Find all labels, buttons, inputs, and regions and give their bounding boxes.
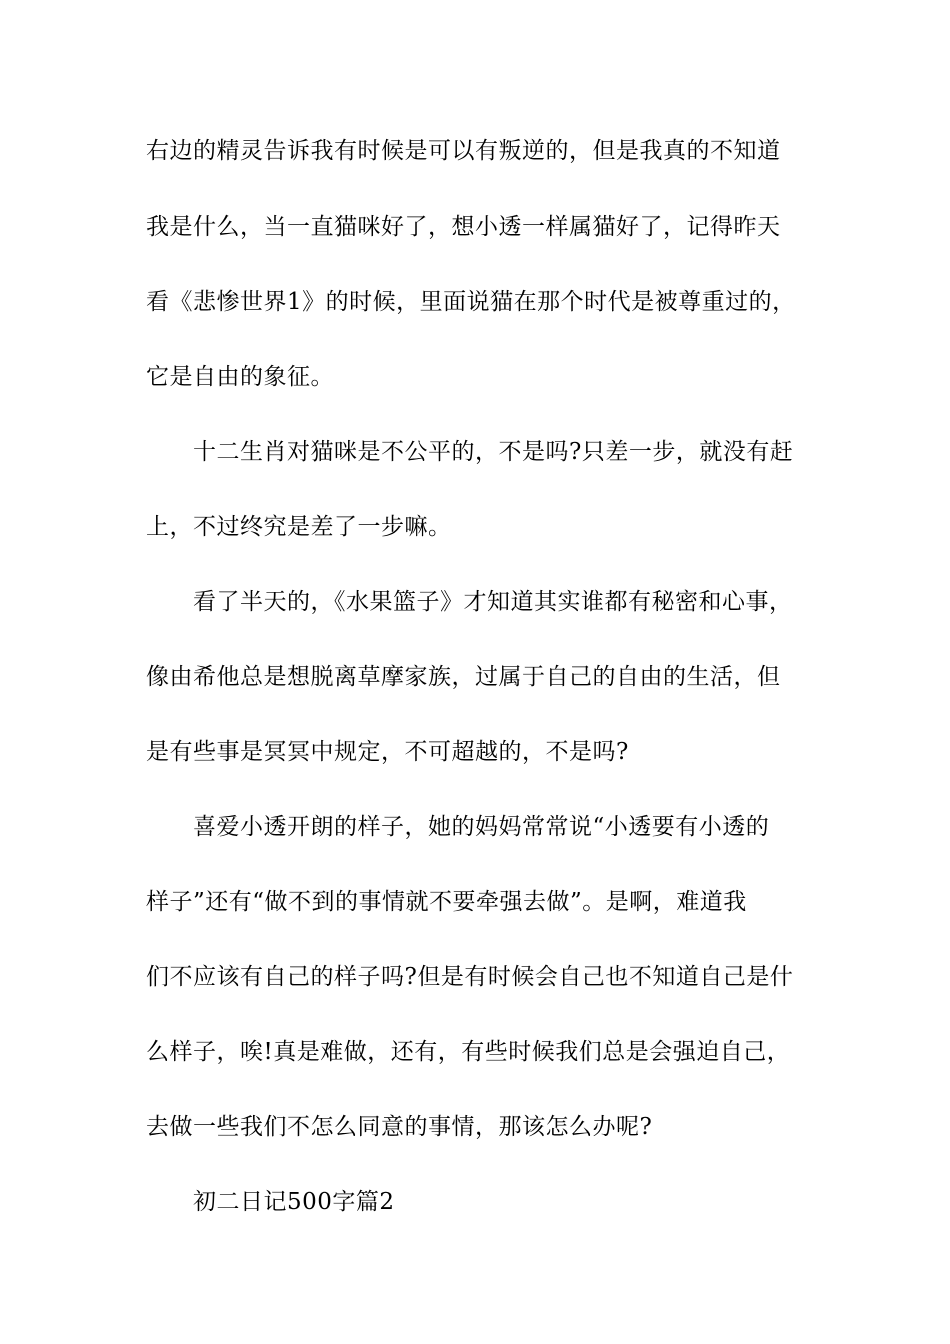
paragraph-line: 看《悲惨世界1》的时候，里面说猫在那个时代是被尊重过的，	[146, 289, 796, 315]
paragraph-line: 样子”还有“做不到的事情就不要牵强去做”。是啊，难道我	[146, 889, 747, 915]
paragraph-line: 是有些事是冥冥中规定，不可超越的，不是吗?	[146, 739, 629, 765]
paragraph-line: 十二生肖对猫咪是不公平的，不是吗?只差一步，就没有赶	[193, 439, 794, 465]
paragraph-line: 它是自由的象征。	[146, 364, 334, 390]
paragraph-line: 上，不过终究是差了一步嘛。	[146, 514, 452, 540]
paragraph-line: 喜爱小透开朗的样子，她的妈妈常常说“小透要有小透的	[193, 814, 770, 840]
paragraph-line: 我是什么，当一直猫咪好了，想小透一样属猫好了，记得昨天	[146, 214, 781, 240]
paragraph-line: 看了半天的，《水果篮子》才知道其实谁都有秘密和心事，	[193, 589, 793, 615]
paragraph-line: 去做一些我们不怎么同意的事情，那该怎么办呢?	[146, 1114, 653, 1140]
paragraph-line: 右边的精灵告诉我有时候是可以有叛逆的，但是我真的不知道	[146, 138, 781, 164]
paragraph-line: 像由希他总是想脱离草摩家族，过属于自己的自由的生活，但	[146, 664, 781, 690]
section-heading: 初二日记500字篇2	[193, 1189, 395, 1215]
paragraph-line: 么样子，唉!真是难做，还有，有些时候我们总是会强迫自己，	[146, 1039, 791, 1065]
paragraph-line: 们不应该有自己的样子吗?但是有时候会自己也不知道自己是什	[146, 964, 794, 990]
